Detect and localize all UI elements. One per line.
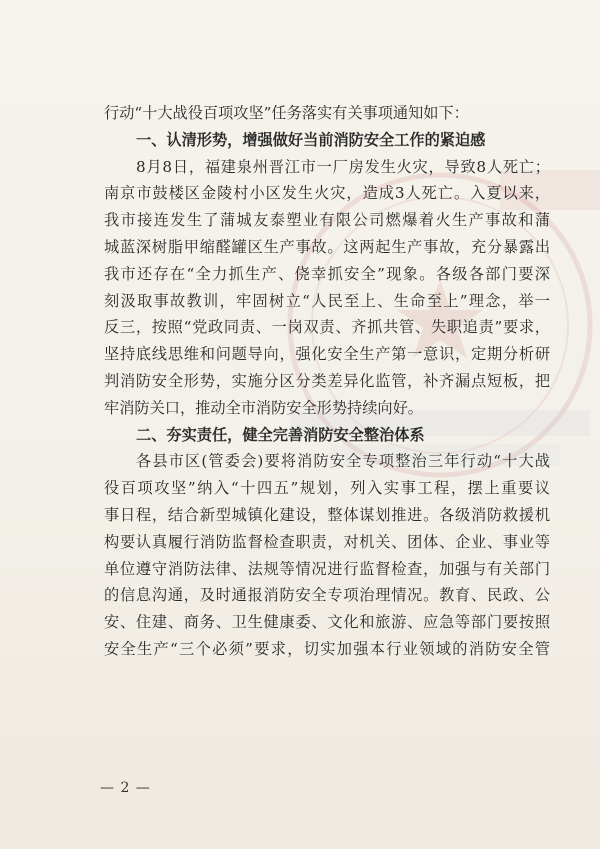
paragraph-line: 南京市鼓楼区金陵村小区发生火灾，造成3人死亡。入夏以来， bbox=[104, 184, 550, 203]
section-heading-1: 一、认清形势，增强做好当前消防安全工作的紧迫感 bbox=[136, 130, 486, 149]
paragraph-line: 我市还存在“全力抓生产、侥幸抓安全”现象。各级各部门要深 bbox=[104, 264, 550, 283]
paragraph-line: 的信息沟通，及时通报消防安全专项治理情况。教育、民政、公 bbox=[104, 586, 550, 605]
paragraph-line: 坚持底线思维和问题导向，强化安全生产第一意识，定期分析研 bbox=[104, 345, 550, 364]
paragraph-line: 判消防安全形势，实施分区分类差异化监管，补齐漏点短板，把 bbox=[104, 371, 550, 390]
paragraph-line: 构要认真履行消防监督检查职责，对机关、团体、企业、事业等 bbox=[104, 532, 550, 551]
paragraph-line: 各县市区(管委会)要将消防安全专项整治三年行动“十大战 bbox=[136, 452, 550, 471]
paragraph-line: 刻汲取事故教训，牢固树立“人民至上、生命至上”理念，举一 bbox=[104, 291, 550, 310]
page-number: — 2 — bbox=[100, 780, 151, 796]
paragraph-line: 反三，按照“党政同责、一岗双责、齐抓共管、失职追责”要求， bbox=[104, 318, 550, 337]
section-heading-2: 二、夯实责任，健全完善消防安全整治体系 bbox=[136, 425, 425, 444]
paragraph-line: 行动“十大战役百项攻坚”任务落实有关事项通知如下： bbox=[104, 104, 469, 122]
paragraph-line: 单位遵守消防法律、法规等情况进行监督检查，加强与有关部门 bbox=[104, 559, 550, 578]
paragraph-line: 牢消防关口，推动全市消防安全形势持续向好。 bbox=[104, 398, 423, 417]
paragraph-line: 我市接连发生了蒲城友泰塑业有限公司燃爆着火生产事故和蒲 bbox=[104, 211, 550, 230]
paragraph-line: 安全生产“三个必须”要求，切实加强本行业领域的消防安全管 bbox=[104, 639, 550, 658]
paragraph-line: 8月8日，福建泉州晋江市一厂房发生火灾，导致8人死亡； bbox=[136, 157, 550, 176]
paragraph-line: 事日程，结合新型城镇化建设，整体谋划推进。各级消防救援机 bbox=[104, 505, 550, 524]
paragraph-line: 城蓝深树脂甲缩醛罐区生产事故。这两起生产事故，充分暴露出 bbox=[104, 237, 550, 256]
paragraph-line: 安、住建、商务、卫生健康委、文化和旅游、应急等部门要按照 bbox=[104, 613, 550, 632]
document-body bbox=[104, 100, 550, 663]
paragraph-line: 役百项攻坚”纳入“十四五”规划，列入实事工程，摆上重要议 bbox=[104, 479, 550, 498]
